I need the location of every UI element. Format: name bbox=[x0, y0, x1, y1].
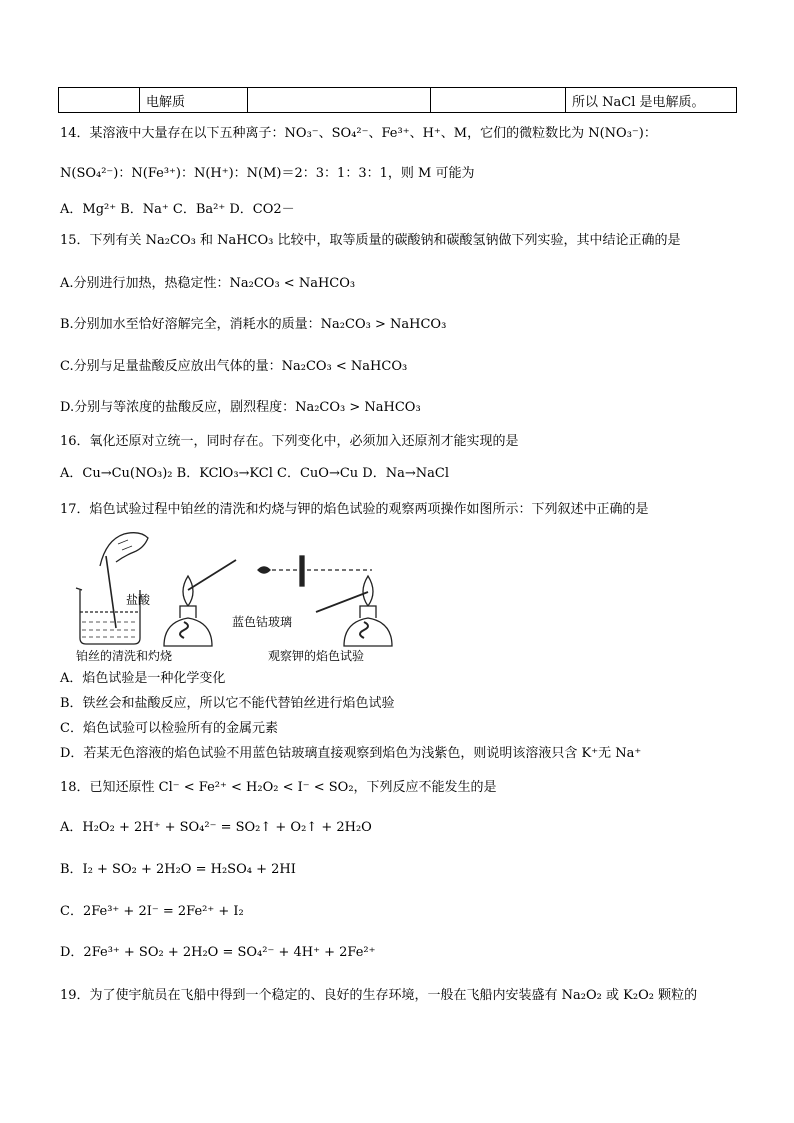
q14-stem-line1: 14．某溶液中大量存在以下五种离子：NO₃⁻、SO₄²⁻、Fe³⁺、H⁺、M，它们的微粒数比为 N(NO₃⁻)： bbox=[60, 126, 657, 141]
q16-stem: 16．氧化还原对立统一，同时存在。下列变化中，必须加入还原剂才能实现的是 bbox=[60, 434, 519, 449]
caption-potassium-observation: 观察钾的焰色试验 bbox=[268, 649, 365, 663]
q17-stem: 17．焰色试验过程中铂丝的清洗和灼烧与钾的焰色试验的观察两项操作如图所示：下列叙述中正确的是 bbox=[60, 502, 649, 517]
flame-test-illustration bbox=[72, 526, 402, 664]
q18-option-a: A．H₂O₂ + 2H⁺ + SO₄²⁻ = SO₂↑ + O₂↑ + 2H₂O bbox=[60, 820, 372, 835]
table-cell bbox=[248, 88, 431, 113]
q16-options: A．Cu→Cu(NO₃)₂ B．KClO₃→KCl C．CuO→Cu D．Na→NaCl bbox=[60, 466, 449, 481]
q15-option-d: D.分别与等浓度的盐酸反应，剧烈程度：Na₂CO₃ > NaHCO₃ bbox=[60, 400, 421, 415]
q17-option-c: C．焰色试验可以检验所有的金属元素 bbox=[60, 721, 278, 736]
q14-options: A．Mg²⁺ B．Na⁺ C．Ba²⁺ D．CO2－ bbox=[60, 202, 295, 217]
q15-option-c: C.分别与足量盐酸反应放出气体的量：Na₂CO₃ < NaHCO₃ bbox=[60, 359, 408, 374]
q15-option-a: A.分别进行加热，热稳定性：Na₂CO₃ < NaHCO₃ bbox=[60, 276, 356, 291]
table-cell bbox=[431, 88, 566, 113]
caption-wire-cleaning: 铂丝的清洗和灼烧 bbox=[76, 649, 173, 663]
q15-option-b: B.分别加水至恰好溶解完全，消耗水的质量：Na₂CO₃ > NaHCO₃ bbox=[60, 317, 447, 332]
table-cell: 电解质 bbox=[140, 88, 248, 113]
table-row bbox=[59, 88, 737, 113]
q19-stem: 19．为了使宇航员在飞船中得到一个稳定的、良好的生存环境，一般在飞船内安装盛有 Na₂O₂ 或 K₂O₂ 颗粒的 bbox=[60, 988, 698, 1003]
label-cobalt-glass: 蓝色钴玻璃 bbox=[232, 615, 293, 629]
q18-option-d: D．2Fe³⁺ + SO₂ + 2H₂O = SO₄²⁻ + 4H⁺ + 2Fe²⁺ bbox=[60, 945, 376, 960]
q15-stem: 15．下列有关 Na₂CO₃ 和 NaHCO₃ 比较中，取等质量的碳酸钠和碳酸氢钠做下列实验，其中结论正确的是 bbox=[60, 233, 681, 248]
q18-option-b: B．I₂ + SO₂ + 2H₂O = H₂SO₄ + 2HI bbox=[60, 862, 296, 877]
q17-option-b: B．铁丝会和盐酸反应，所以它不能代替铂丝进行焰色试验 bbox=[60, 696, 395, 711]
answer-table bbox=[58, 87, 737, 113]
flame-test-figure bbox=[72, 526, 402, 664]
q14-stem-line2: N(SO₄²⁻)：N(Fe³⁺)：N(H⁺)：N(M)＝2：3：1：3：1，则 M 可能为 bbox=[60, 166, 475, 181]
q18-stem: 18．已知还原性 Cl⁻ < Fe²⁺ < H₂O₂ < I⁻ < SO₂，下列反应不能发生的是 bbox=[60, 780, 497, 795]
q17-option-a: A．焰色试验是一种化学变化 bbox=[60, 671, 226, 686]
q17-option-d: D．若某无色溶液的焰色试验不用蓝色钴玻璃直接观察到焰色为浅紫色，则说明该溶液只含 K⁺无 Na⁺ bbox=[60, 746, 642, 761]
q18-option-c: C．2Fe³⁺ + 2I⁻ = 2Fe²⁺ + I₂ bbox=[60, 904, 244, 919]
table-cell: 所以 NaCl 是电解质。 bbox=[566, 88, 737, 113]
label-hydrochloric-acid: 盐酸 bbox=[126, 593, 151, 607]
table-cell bbox=[59, 88, 140, 113]
